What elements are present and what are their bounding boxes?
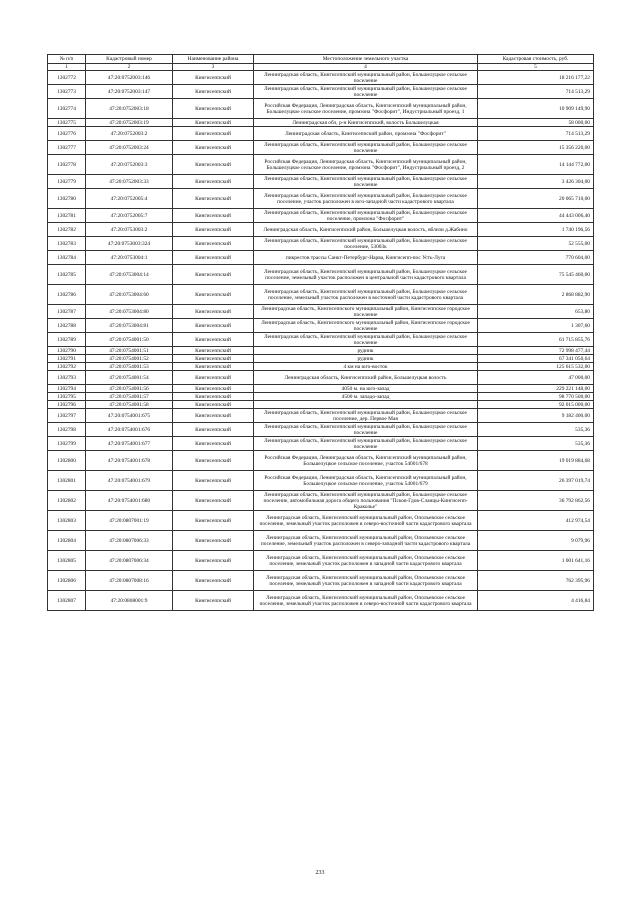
district-name: Кингисеппский [173,511,254,531]
district-name: Кингисеппский [173,223,254,237]
row-number: 1302772 [48,71,86,85]
cadastral-number: 47:20:0754001:53 [86,363,173,371]
district-name: Кингисеппский [173,175,254,189]
cadastral-value: 18 216 177,22 [478,71,594,85]
table-row [48,223,594,237]
row-number: 1302793 [48,371,86,385]
district-name: Кингисеппский [173,99,254,119]
cadastral-value: 44 443 006,40 [478,209,594,223]
location: Ленинградская область, Кингисеппский муниципальный район, Большелуцкое сельское поселение [254,85,478,99]
header-location: Местоположение земельного участка [254,55,478,64]
table-row [48,305,594,319]
district-name: Кингисеппский [173,423,254,437]
cadastral-number: 47:20:0752003:2 [86,127,173,141]
district-name: Кингисеппский [173,385,254,393]
location: Ленинградская область, Кингисеппский муниципальный район, Опольевское сельское поселение, земельный участок расположен в западной части кадастрового квартала [254,571,478,591]
location: рудник [254,355,478,363]
cadastral-number: 47:20:0754001:57 [86,393,173,401]
table-row [48,385,594,393]
table-row [48,85,594,99]
location: Ленинградская область, Кингисеппский муниципальный район, Опольевское сельское поселение, земельный участок расположен в северо-восточной части кадастрового квартала [254,591,478,611]
table-row [48,127,594,141]
cadastral-number: 47:20:0752003:19 [86,119,173,127]
table-row [48,451,594,471]
cadastral-value: 92 015 000,00 [478,401,594,409]
cadastral-value: 19 019 884,68 [478,451,594,471]
cadastral-number: 47:20:0752005:4 [86,189,173,209]
cadastral-number: 47:20:0753004:80 [86,305,173,319]
row-number: 1302782 [48,223,86,237]
cadastral-number: 47:20:0754001:52 [86,355,173,363]
district-name: Кингисеппский [173,127,254,141]
cadastral-value: 75 545 460,00 [478,265,594,285]
row-number: 1302783 [48,237,86,251]
district-name: Кингисеппский [173,401,254,409]
cadastral-number: 47:20:0753003:324 [86,237,173,251]
district-name: Кингисеппский [173,319,254,333]
location: Ленинградская область, Кингисеппский муниципальный район, Большелуцкое сельское поселение, 53003к [254,237,478,251]
table-row [48,491,594,511]
location: 4500 м. западо-запад [254,393,478,401]
table-row [48,285,594,305]
location: Ленинградская область, Кингисеппский муниципальный район, Большелуцкое сельское поселение, участок расположен в юго-западной части кадастрового квартала [254,189,478,209]
row-number: 1302790 [48,347,86,355]
cadastral-number: 47:20:0754001:679 [86,471,173,491]
cadastral-number: 47:20:0807008:16 [86,571,173,591]
row-number: 1302803 [48,511,86,531]
cadastral-number: 47:20:0754001:675 [86,409,173,423]
cadastral-value: 1 307,60 [478,319,594,333]
table-row [48,371,594,385]
cadastral-value: 67 341 050,64 [478,355,594,363]
row-number: 1302791 [48,355,86,363]
cadastral-value: 229 221 148,00 [478,385,594,393]
table-row [48,237,594,251]
row-number: 1302806 [48,571,86,591]
location: рудник [254,347,478,355]
cadastral-value: 9 182 400,00 [478,409,594,423]
district-name: Кингисеппский [173,451,254,471]
cadastral-number: 47:20:0752003:3 [86,155,173,175]
table-row [48,355,594,363]
location: Российская Федерация, Ленинградская область, Кингисеппский муниципальный район, Большелуцкое сельское поселение, участок 54001/679 [254,471,478,491]
row-number: 1302775 [48,119,86,127]
cadastral-value: 15 356 220,00 [478,141,594,155]
row-number: 1302774 [48,99,86,119]
location: Ленинградская область, Кингисеппский муниципальный район, Большелуцкое сельское поселение [254,175,478,189]
row-number: 1302804 [48,531,86,551]
cadastral-number: 47:20:0752003:33 [86,175,173,189]
row-number: 1302800 [48,451,86,471]
table-row [48,175,594,189]
cadastral-value: 10 909 149,90 [478,99,594,119]
district-name: Кингисеппский [173,409,254,423]
cadastral-number: 47:20:0753004:81 [86,319,173,333]
cadastral-value: 47 000,00 [478,371,594,385]
table-row [48,471,594,491]
row-number: 1302780 [48,189,86,209]
row-number: 1302799 [48,437,86,451]
location: Ленинградская область, Кингисеппский муниципальный район, Большелуцкое сельское поселение [254,423,478,437]
district-name: Кингисеппский [173,119,254,127]
table-body [48,71,594,611]
cadastral-value: 4 416,84 [478,591,594,611]
table-row [48,551,594,571]
row-number: 1302777 [48,141,86,155]
cadastral-number: 47:20:0753004:1 [86,251,173,265]
location: Ленинградская область, Кингисеппский район, промзона "Фосфорит" [254,127,478,141]
location: Ленинградская область, Кингисеппского муниципальный район, Кингисеппское городское поселение [254,305,478,319]
row-number: 1302776 [48,127,86,141]
cadastral-value: 72 998 477,44 [478,347,594,355]
cadastral-table [47,54,594,611]
district-name: Кингисеппский [173,591,254,611]
table-row [48,189,594,209]
cadastral-value: 14 144 772,00 [478,155,594,175]
header-value: Кадастровая стоимость, руб. [478,55,594,64]
cadastral-number: 47:20:0754001:676 [86,423,173,437]
location: пикрестов трассы Санкт-Петербург-Нарва, Кингисепп-пос Усть-Луга [254,251,478,265]
cadastral-number: 47:20:0754001:54 [86,371,173,385]
district-name: Кингисеппский [173,189,254,209]
location: Ленинградская область, Кингисеппский муниципальный район, Большелуцкое сельское поселение, промзона "Фосфорит" [254,209,478,223]
table-row [48,571,594,591]
cadastral-number: 47:20:0753003:2 [86,223,173,237]
table-row [48,119,594,127]
district-name: Кингисеппский [173,85,254,99]
district-name: Кингисеппский [173,371,254,385]
location: Ленинградская область, Кингисеппский муниципальный район, Большелуцкое сельское поселение, автомобильная дорога общего пользования "Псков-Гдов-Сланцы-Кингисепп-Краколье" [254,491,478,511]
location: Ленинградская область, Кингисеппский район, Большелуцкая волость [254,371,478,385]
location: 4050 м. на юго-запад [254,385,478,393]
district-name: Кингисеппский [173,251,254,265]
page-number: 233 [315,870,325,876]
district-name: Кингисеппский [173,437,254,451]
cadastral-value: 1 740 196,56 [478,223,594,237]
location: Ленинградская область, Кингисеппский муниципальный район, Большелуцкое сельское поселение, дер. Первое Мая [254,409,478,423]
cadastral-number: 47:20:0752003:147 [86,85,173,99]
location: Российская Федерация, Ленинградская область, Кингисеппский муниципальный район, Большелуцкое сельское поселение, промзона "Фосфорит", Индустриальный проезд, 1 [254,99,478,119]
table-row [48,155,594,175]
cadastral-number: 47:20:0752003:146 [86,71,173,85]
header-cadastral: Кадастровый номер [86,55,173,64]
row-number: 1302807 [48,591,86,611]
cadastral-value: 653,80 [478,305,594,319]
location: Ленинградская область, Кингисеппский муниципальный район, Опольевское сельское поселение, земельный участок расположен в северо-западной части кадастрового квартала [254,531,478,551]
district-name: Кингисеппский [173,571,254,591]
row-number: 1302786 [48,285,86,305]
document-page [47,54,593,611]
cadastral-value: 26 397 019,74 [478,471,594,491]
district-name: Кингисеппский [173,141,254,155]
cadastral-number: 47:20:0752005:7 [86,209,173,223]
district-name: Кингисеппский [173,237,254,251]
cadastral-number: 47:20:0807006:34 [86,551,173,571]
col-number: 4 [254,64,478,71]
table-row [48,393,594,401]
location: Ленинградская область, Кингисеппский муниципальный район, Большелуцкое сельское поселение [254,141,478,155]
table-row [48,363,594,371]
cadastral-value: 36 792 862,56 [478,491,594,511]
location: Ленинградская область, Кингисеппского муниципальный район, Кингисеппское городское поселение [254,319,478,333]
district-name: Кингисеппский [173,531,254,551]
district-name: Кингисеппский [173,333,254,347]
cadastral-number: 47:20:0752003:18 [86,99,173,119]
cadastral-value: 1 001 641,16 [478,551,594,571]
location: Ленинградская область, Кингисеппский муниципальный район, Большелуцкое сельское поселение, земельный участок расположен в центральной части кадастрового квартала [254,265,478,285]
district-name: Кингисеппский [173,551,254,571]
table-row [48,333,594,347]
location: Ленинградская область, Кингисеппский муниципальный район, Опольевское сельское поселение, земельный участок расположен в западной части кадастрового квартала [254,551,478,571]
row-number: 1302781 [48,209,86,223]
cadastral-number: 47:20:0753004:60 [86,285,173,305]
district-name: Кингисеппский [173,347,254,355]
table-row [48,437,594,451]
cadastral-value: 61 715 855,76 [478,333,594,347]
cadastral-number: 47:20:0754001:56 [86,385,173,393]
table-row [48,347,594,355]
location: Ленинградская область, Кингисеппский муниципальный район, Большелуцкое сельское поселение, земельный участок расположен в восточной части кадастрового квартала [254,285,478,305]
row-number: 1302789 [48,333,86,347]
district-name: Кингисеппский [173,363,254,371]
district-name: Кингисеппский [173,265,254,285]
table-row [48,99,594,119]
header-row [48,55,594,64]
cadastral-value: 125 615 532,00 [478,363,594,371]
table-row [48,265,594,285]
table-row [48,401,594,409]
row-number: 1302796 [48,401,86,409]
header-district: Наименование района [173,55,254,64]
cadastral-value: 535,36 [478,437,594,451]
table-row [48,591,594,611]
cadastral-value: 58 000,00 [478,119,594,127]
district-name: Кингисеппский [173,355,254,363]
row-number: 1302785 [48,265,86,285]
cadastral-value: 98 770 500,00 [478,393,594,401]
table-row [48,319,594,333]
location: Ленинградская область, Кингисеппский муниципальный район, Большелуцкое сельское поселение [254,437,478,451]
district-name: Кингисеппский [173,393,254,401]
row-number: 1302795 [48,393,86,401]
cadastral-number: 47:20:0754001:51 [86,347,173,355]
cadastral-value: 9 079,96 [478,531,594,551]
district-name: Кингисеппский [173,71,254,85]
district-name: Кингисеппский [173,305,254,319]
row-number: 1302778 [48,155,86,175]
district-name: Кингисеппский [173,209,254,223]
row-number: 1302773 [48,85,86,99]
cadastral-value: 52 555,00 [478,237,594,251]
row-number: 1302788 [48,319,86,333]
location: Ленинградская область, Кингисеппский муниципальный район, Опольевское сельское поселение, земельный участок расположен в северо-восточной части кадастрового квартала [254,511,478,531]
cadastral-number: 47:20:0754001:678 [86,451,173,471]
district-name: Кингисеппский [173,491,254,511]
cadastral-value: 714 513,29 [478,127,594,141]
col-number: 1 [48,64,86,71]
table-row [48,531,594,551]
row-number: 1302797 [48,409,86,423]
table-row [48,511,594,531]
location: Ленинградская область, Кингисеппский муниципальный район, Большелуцкое сельское поселение [254,71,478,85]
cadastral-value: 412 974,54 [478,511,594,531]
row-number: 1302784 [48,251,86,265]
cadastral-value: 762 395,96 [478,571,594,591]
cadastral-value: 535,36 [478,423,594,437]
location: 4 км на юго-восток [254,363,478,371]
row-number: 1302794 [48,385,86,393]
cadastral-value: 3 426 304,00 [478,175,594,189]
cadastral-number: 47:20:0754001:58 [86,401,173,409]
col-number: 2 [86,64,173,71]
row-number: 1302805 [48,551,86,571]
cadastral-number: 47:20:0754001:677 [86,437,173,451]
cadastral-number: 47:20:0754001:680 [86,491,173,511]
row-number: 1302787 [48,305,86,319]
cadastral-number: 47:20:0753004:14 [86,265,173,285]
row-number: 1302779 [48,175,86,189]
cadastral-number: 47:20:0752003:24 [86,141,173,155]
cadastral-number: 47:20:0807001:19 [86,511,173,531]
cadastral-number: 47:20:0754001:50 [86,333,173,347]
district-name: Кингисеппский [173,471,254,491]
row-number: 1302801 [48,471,86,491]
table-row [48,409,594,423]
cadastral-value: 20 065 710,00 [478,189,594,209]
col-number: 3 [173,64,254,71]
location [254,401,478,409]
table-row [48,423,594,437]
table-row [48,141,594,155]
cadastral-number: 47:20:0808001:9 [86,591,173,611]
cadastral-value: 770 604,00 [478,251,594,265]
location: Ленинградская область, Кингисеппский муниципальный район, Большелуцкое сельское поселение [254,333,478,347]
table-row [48,209,594,223]
cadastral-value: 2 868 882,90 [478,285,594,305]
col-number: 5 [478,64,594,71]
row-number: 1302798 [48,423,86,437]
cadastral-value: 714 513,29 [478,85,594,99]
column-number-row [48,64,594,71]
row-number: 1302792 [48,363,86,371]
district-name: Кингисеппский [173,155,254,175]
row-number: 1302802 [48,491,86,511]
location: Ленинградская обл, р-н Кингисеппский, волость Большелуцкая [254,119,478,127]
table-row [48,251,594,265]
location: Российская Федерация, Ленинградская область, Кингисеппский муниципальный район, Большелуцкое сельское поселение, промзона "Фосфорит", Индустриальный проезд, 2 [254,155,478,175]
district-name: Кингисеппский [173,285,254,305]
header-num: № п/п [48,55,86,64]
cadastral-number: 47:20:0807006:33 [86,531,173,551]
location: Российская Федерация, Ленинградская область, Кингисеппский муниципальный район, Большелуцкое сельское поселение, участок 54001/678 [254,451,478,471]
table-row [48,71,594,85]
location: Ленинградская область, Кингисеппский район, Большелуцкая волость, вблизи д.Жабино [254,223,478,237]
